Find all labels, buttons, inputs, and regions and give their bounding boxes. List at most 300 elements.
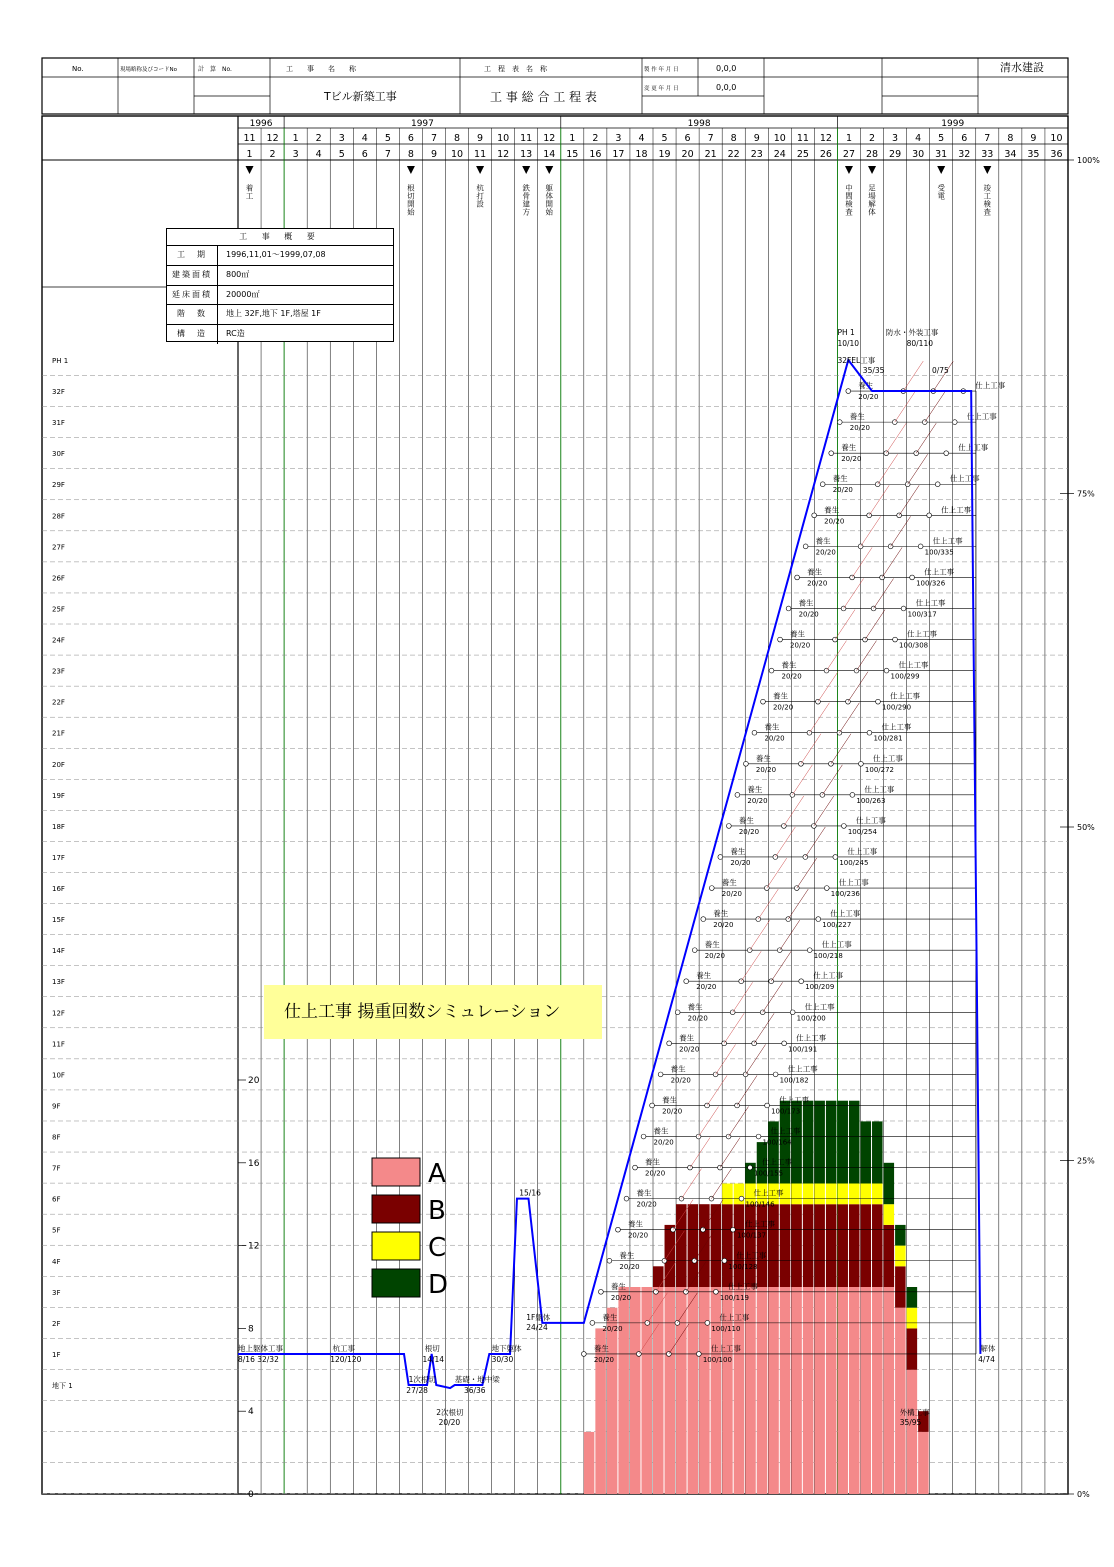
company-name: 清水建設 <box>1000 61 1044 74</box>
node <box>752 730 757 735</box>
link-line <box>741 951 761 981</box>
annotation-demolish_val: 4/74 <box>978 1354 995 1364</box>
bar-D <box>895 1225 906 1246</box>
node <box>799 979 804 984</box>
annotation-ground_1: 地上躯体工事 <box>238 1343 283 1353</box>
node <box>662 1258 667 1263</box>
floor-label: 9F <box>52 1102 61 1111</box>
activity-value: 100/254 <box>847 827 877 836</box>
chart-title: 仕上工事 揚重回数シミュレーション <box>264 985 602 1039</box>
bar-B <box>734 1204 745 1287</box>
overview-key: 延床面積 <box>167 286 218 305</box>
month-index-label: 1 <box>246 149 253 160</box>
activity-label: 養生 <box>781 660 797 670</box>
month-index-label: 31 <box>935 149 948 160</box>
activity-value: 20/20 <box>824 517 845 526</box>
bar-A <box>837 1287 848 1494</box>
node <box>709 886 714 891</box>
right-axis-label: 50% <box>1077 823 1095 832</box>
floor-label: 22F <box>52 698 65 707</box>
header-block <box>42 58 1068 114</box>
link-line <box>724 1013 744 1043</box>
node <box>722 1258 727 1263</box>
bar-B <box>768 1204 779 1287</box>
node <box>875 482 880 487</box>
activity-label: 養生 <box>738 815 754 825</box>
floor-label: 30F <box>52 450 65 459</box>
bar-D <box>872 1121 883 1183</box>
activity-label: 仕上工事 <box>855 815 886 825</box>
link-line <box>895 392 915 422</box>
link-line <box>839 703 859 733</box>
month-index-label: 34 <box>1004 149 1017 160</box>
activity-label: 養生 <box>807 567 823 577</box>
activity-label: 仕上工事 <box>770 1126 801 1136</box>
bar-C <box>849 1184 860 1205</box>
month-label: 8 <box>454 133 461 144</box>
month-index-label: 4 <box>315 149 322 160</box>
node <box>692 1258 697 1263</box>
legend-swatch-A <box>372 1158 420 1186</box>
month-index-label: 15 <box>566 149 579 160</box>
activity-value: 20/20 <box>858 393 879 402</box>
bar-C <box>791 1184 802 1205</box>
link-line <box>720 1138 740 1168</box>
bar-A <box>630 1287 641 1494</box>
floor-label: 8F <box>52 1133 61 1142</box>
annotation-ph_work: PH 1 <box>837 328 855 337</box>
activity-label: 仕上工事 <box>872 753 903 763</box>
activity-value: 100/128 <box>728 1262 758 1271</box>
node <box>683 1289 688 1294</box>
floor-label: 3F <box>52 1288 61 1297</box>
node <box>684 979 689 984</box>
right-axis-label: 75% <box>1077 489 1095 499</box>
node <box>927 513 932 518</box>
node <box>790 792 795 797</box>
activity-label: 仕上工事 <box>710 1343 741 1353</box>
month-index-label: 29 <box>889 149 902 160</box>
bar-B <box>861 1204 872 1287</box>
left-axis-label: 8 <box>248 1324 254 1335</box>
activity-value: 20/20 <box>602 1324 623 1333</box>
activity-label: 仕上工事 <box>821 940 852 950</box>
node <box>901 606 906 611</box>
overview-row <box>167 305 393 325</box>
link-line <box>869 485 889 515</box>
link-line <box>729 1107 749 1137</box>
header-created-value: 0,0,0 <box>716 64 737 73</box>
activity-value: 100/290 <box>881 703 912 712</box>
link-line <box>792 765 812 795</box>
activity-label: 仕上工事 <box>898 660 929 670</box>
bar-A <box>849 1287 860 1494</box>
node <box>773 855 778 860</box>
bar-D <box>837 1101 848 1184</box>
link-line <box>716 1044 736 1074</box>
activity-label: 仕上工事 <box>975 381 1006 391</box>
floor-label: 2F <box>52 1319 61 1328</box>
link-line <box>861 516 881 546</box>
year-label: 1997 <box>410 119 434 129</box>
bar-D <box>884 1163 895 1204</box>
link-line <box>775 827 795 857</box>
bar-A <box>907 1370 918 1494</box>
bar-A <box>768 1287 779 1494</box>
floor-label: 29F <box>52 481 65 490</box>
month-label: 5 <box>384 133 391 144</box>
bar-A <box>814 1287 825 1494</box>
activity-value: 100/155 <box>754 1169 784 1178</box>
month-label: 2 <box>315 133 322 144</box>
month-index-label: 25 <box>796 149 809 160</box>
node <box>744 761 749 766</box>
month-index-label: 36 <box>1050 149 1063 160</box>
year-label: 1999 <box>941 119 965 129</box>
bar-A <box>676 1287 687 1494</box>
floor-label: PH 1 <box>52 357 69 365</box>
annotation-b1_floor_val: 30/30 <box>491 1354 514 1364</box>
bar-A <box>584 1432 595 1494</box>
activity-value: 20/20 <box>619 1262 640 1271</box>
annotation-excavation_val: 14/14 <box>422 1354 445 1364</box>
month-label: 3 <box>892 133 899 144</box>
activity-value: 20/20 <box>670 1076 691 1085</box>
bar-A <box>895 1308 906 1494</box>
floor-label: 31F <box>52 419 65 428</box>
activity-label: 仕上工事 <box>958 443 989 453</box>
month-index-label: 7 <box>384 149 391 160</box>
month-label: 11 <box>520 133 533 144</box>
link-line <box>763 982 783 1012</box>
activity-label: 養生 <box>593 1343 609 1353</box>
activity-value: 100/200 <box>796 1014 826 1023</box>
link-line <box>857 641 877 671</box>
node <box>756 1134 761 1139</box>
bar-B <box>803 1204 814 1287</box>
node <box>910 575 915 580</box>
link-line <box>822 765 842 795</box>
activity-value: 100/218 <box>813 952 843 961</box>
month-label: 4 <box>915 133 922 144</box>
annotation-waterproof: 防水・外装工事 <box>885 328 939 337</box>
node <box>692 948 697 953</box>
activity-label: 仕上工事 <box>779 1095 810 1105</box>
link-line <box>827 641 847 671</box>
legend-swatch-D <box>372 1269 420 1297</box>
floor-label: 17F <box>52 853 65 862</box>
activity-value: 20/20 <box>662 1107 683 1116</box>
node <box>747 948 752 953</box>
node <box>884 668 889 673</box>
floor-label: 32F <box>52 388 65 397</box>
activity-label: 仕上工事 <box>838 878 869 888</box>
floor-label: 地下 1 <box>52 1382 73 1390</box>
month-index-label: 24 <box>773 149 786 160</box>
floor-label: 27F <box>52 543 65 552</box>
node <box>705 1320 710 1325</box>
bar-B <box>676 1204 687 1287</box>
overview-title: 工 事 概 要 <box>167 229 393 246</box>
project-name: Tビル新築工事 <box>324 90 397 103</box>
link-line <box>882 547 902 577</box>
month-index-label: 33 <box>981 149 994 160</box>
activity-value: 100/299 <box>890 672 920 681</box>
milestone-label: 杭打設 <box>475 184 485 208</box>
month-label: 1 <box>292 133 299 144</box>
bar-B <box>837 1204 848 1287</box>
bar-D <box>861 1121 872 1183</box>
bar-D <box>849 1101 860 1184</box>
activity-label: 仕上工事 <box>924 567 955 577</box>
link-line <box>886 423 906 453</box>
node <box>739 1196 744 1201</box>
activity-value: 20/20 <box>653 1138 674 1147</box>
annotation-b2_excavation_val: 20/20 <box>438 1418 461 1427</box>
activity-value: 100/119 <box>719 1293 749 1302</box>
activity-value: 20/20 <box>764 734 785 743</box>
activity-label: 養生 <box>696 971 712 981</box>
bar-B <box>745 1204 756 1287</box>
link-line <box>767 858 787 888</box>
month-index-label: 20 <box>681 149 694 160</box>
activity-label: 仕上工事 <box>719 1312 750 1322</box>
annotation-exterior: 外構工事 <box>899 1408 930 1417</box>
floor-label: 10F <box>52 1071 65 1080</box>
activity-value: 20/20 <box>627 1231 649 1240</box>
bar-B <box>895 1266 906 1307</box>
bar-A <box>872 1287 883 1494</box>
activity-label: 養生 <box>755 753 771 763</box>
node <box>914 451 919 456</box>
bar-A <box>803 1287 814 1494</box>
month-index-label: 23 <box>750 149 763 160</box>
floor-labels <box>52 357 73 1390</box>
bar-A <box>699 1287 710 1494</box>
activity-value: 20/20 <box>679 1045 700 1054</box>
milestone-marker <box>246 166 254 174</box>
link-line <box>681 1169 701 1199</box>
activity-value: 100/191 <box>788 1045 818 1054</box>
node <box>667 1041 672 1046</box>
link-line <box>878 454 898 484</box>
activity-value: 20/20 <box>730 858 751 867</box>
node <box>803 855 808 860</box>
activity-label: 養生 <box>627 1219 643 1229</box>
link-line <box>899 485 919 515</box>
node <box>824 668 829 673</box>
month-label: 9 <box>477 133 484 144</box>
node <box>773 1072 778 1077</box>
month-index-label: 26 <box>819 149 832 160</box>
node <box>718 1165 723 1170</box>
milestone-marker <box>868 166 876 174</box>
link-line <box>750 920 770 950</box>
month-label: 6 <box>407 133 414 144</box>
overview-row <box>167 266 393 286</box>
node <box>812 513 817 518</box>
month-label: 12 <box>266 133 279 144</box>
overview-row <box>167 246 393 266</box>
node <box>778 637 783 642</box>
legend-label-A: A <box>428 1159 446 1189</box>
node <box>854 668 859 673</box>
floor-label: 5F <box>52 1226 61 1235</box>
overview-key: 建築面積 <box>167 266 218 285</box>
node <box>777 948 782 953</box>
activity-value: 100/173 <box>771 1107 801 1116</box>
overview-row <box>167 325 393 344</box>
link-line <box>809 703 829 733</box>
activity-value: 20/20 <box>849 424 870 433</box>
activity-value: 20/20 <box>781 672 802 681</box>
node <box>944 451 949 456</box>
bar-B <box>780 1204 791 1287</box>
node <box>735 792 740 797</box>
node <box>581 1352 586 1357</box>
left-axis-label: 16 <box>248 1158 260 1169</box>
link-line <box>805 827 825 857</box>
bar-C <box>826 1184 837 1205</box>
node <box>713 1072 718 1077</box>
link-line <box>780 920 800 950</box>
annotation-foundation: 基礎・地中梁 <box>454 1375 500 1384</box>
milestone-label: 鉄骨建方 <box>521 184 531 216</box>
activity-value: 20/20 <box>772 703 794 712</box>
left-axis-label: 0 <box>248 1490 254 1500</box>
activity-value: 20/20 <box>747 796 768 805</box>
floor-label: 21F <box>52 729 65 738</box>
month-label: 8 <box>730 133 737 144</box>
link-line <box>814 796 834 826</box>
node <box>850 792 855 797</box>
milestone-marker <box>845 166 853 174</box>
node <box>867 730 872 735</box>
header-no-label: No. <box>72 65 84 73</box>
activity-label: 仕上工事 <box>787 1064 818 1074</box>
floor-label: 6F <box>52 1195 61 1204</box>
node <box>688 1165 693 1170</box>
activity-value: 100/227 <box>822 921 852 930</box>
milestone-marker <box>522 166 530 174</box>
activity-value: 20/20 <box>798 610 819 619</box>
node <box>876 699 881 704</box>
activity-label: 養生 <box>721 878 737 888</box>
activity-label: 養生 <box>687 1002 703 1012</box>
annotation-f32_val: 35/35 <box>862 366 885 375</box>
activity-value: 100/100 <box>702 1355 732 1364</box>
bar-C <box>907 1308 918 1329</box>
activity-label: 仕上工事 <box>966 412 997 422</box>
month-index-label: 18 <box>635 149 648 160</box>
month-index-label: 3 <box>292 149 299 160</box>
node <box>795 575 800 580</box>
activity-label: 養生 <box>704 940 720 950</box>
month-index-label: 6 <box>361 149 368 160</box>
overview-key: 階 数 <box>167 305 218 324</box>
milestone-label: 着工 <box>245 184 255 200</box>
year-label: 1996 <box>249 119 273 129</box>
node <box>893 637 898 642</box>
month-index-label: 8 <box>407 149 414 160</box>
floor-label: 28F <box>52 512 65 521</box>
month-label: 8 <box>1007 133 1014 144</box>
month-label: 5 <box>661 133 668 144</box>
overview-value: 20000㎡ <box>226 289 260 299</box>
year-label: 1998 <box>687 119 711 129</box>
overview-box <box>166 228 394 342</box>
activity-value: 20/20 <box>815 548 836 557</box>
activity-label: 仕上工事 <box>907 629 938 639</box>
node <box>607 1258 612 1263</box>
annotation-f32_progress: 0/75 <box>931 366 949 375</box>
activity-value: 100/335 <box>924 548 954 557</box>
link-line <box>831 734 851 764</box>
link-line <box>916 423 936 453</box>
activity-label: 養生 <box>824 505 840 515</box>
activity-value: 100/263 <box>856 796 886 805</box>
month-label: 1 <box>845 133 852 144</box>
floor-label: 4F <box>52 1257 61 1266</box>
node <box>653 1289 658 1294</box>
activity-label: 養生 <box>790 629 806 639</box>
bar-C <box>884 1204 895 1225</box>
activity-value: 100/236 <box>830 890 860 899</box>
node <box>769 668 774 673</box>
activity-value: 100/164 <box>762 1138 792 1147</box>
link-line <box>801 734 821 764</box>
month-label: 3 <box>338 133 345 144</box>
month-index-label: 17 <box>612 149 625 160</box>
overview-value: 1996,11,01〜1999,07,08 <box>226 250 326 259</box>
month-label: 4 <box>361 133 368 144</box>
link-line <box>891 516 911 546</box>
activity-label: 仕上工事 <box>949 474 980 484</box>
activity-label: 仕上工事 <box>753 1188 784 1198</box>
activity-value: 20/20 <box>832 486 853 495</box>
bar-B <box>884 1225 895 1287</box>
floor-label: 16F <box>52 885 65 894</box>
bar-C <box>837 1184 848 1205</box>
annotation-b1_excavation_val: 27/28 <box>406 1386 428 1395</box>
link-line <box>903 361 923 391</box>
month-index-label: 22 <box>727 149 740 160</box>
month-index-label: 27 <box>842 149 856 160</box>
node <box>829 451 834 456</box>
bar-B <box>872 1204 883 1287</box>
left-axis-label: 12 <box>248 1241 260 1252</box>
node <box>816 917 821 922</box>
month-label: 4 <box>638 133 645 144</box>
annotation-b1_floor: 地下躯体 <box>491 1343 522 1353</box>
activity-value: 20/20 <box>636 1200 657 1209</box>
node <box>786 606 791 611</box>
activity-label: 仕上工事 <box>762 1157 793 1167</box>
activity-value: 100/317 <box>907 610 937 619</box>
month-index-label: 35 <box>1027 149 1040 160</box>
node <box>764 886 769 891</box>
milestone-marker <box>983 166 991 174</box>
activity-label: 養生 <box>841 443 857 453</box>
month-label: 10 <box>1050 133 1063 144</box>
activity-value: 100/272 <box>864 765 895 774</box>
node <box>633 1165 638 1170</box>
bar-B <box>722 1204 733 1287</box>
month-label: 11 <box>796 133 809 144</box>
milestone-label: 中間検査 <box>844 184 854 216</box>
activity-label: 養生 <box>815 536 831 546</box>
annotation-b2_excavation: 2次根切 <box>436 1408 464 1417</box>
